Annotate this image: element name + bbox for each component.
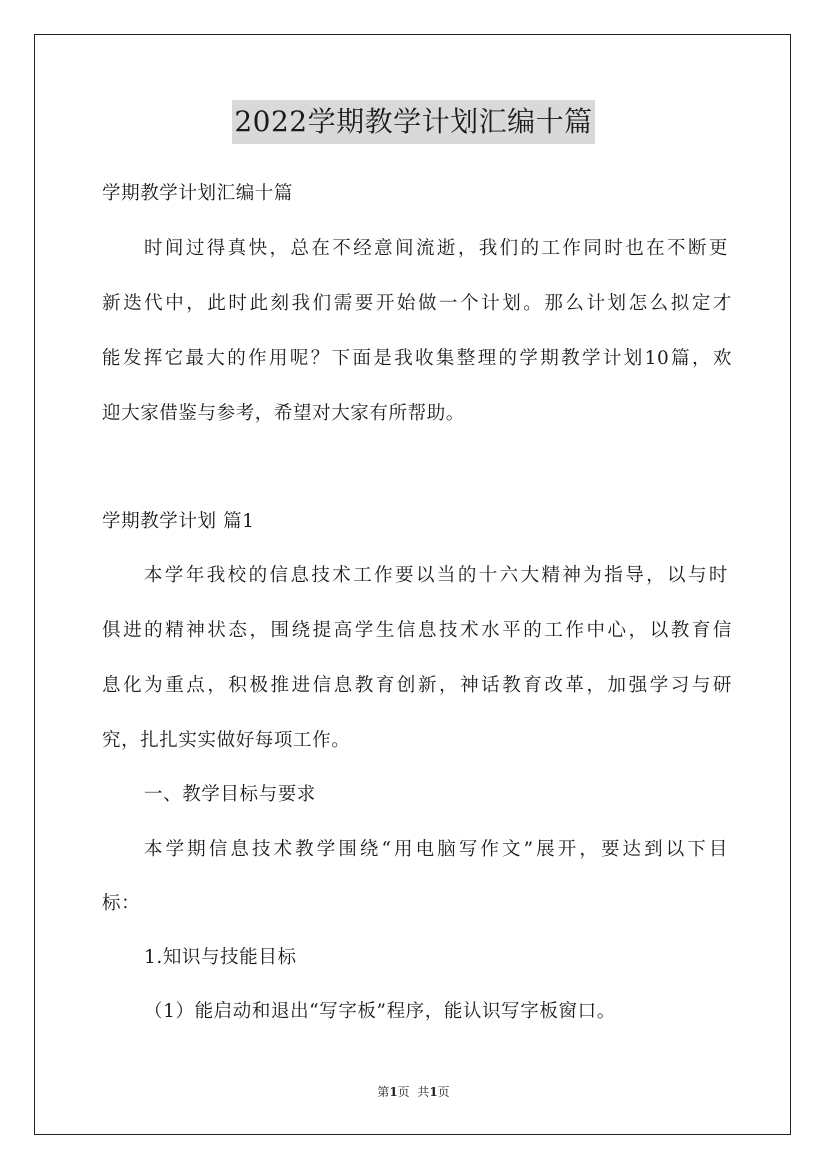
paragraph-line: 俱进的精神状态，围绕提高学生信息技术水平的工作中心，以教育信 [102,620,732,641]
section-heading: 学期教学计划 篇1 [102,511,255,532]
footer-page-mid: 页 共 [397,1085,430,1099]
subsection-heading: 一、教学目标与要求 [144,784,316,805]
paragraph-line: 标： [102,893,141,914]
paragraph-line: 能发挥它最大的作用呢？下面是我收集整理的学期教学计划10篇，欢 [102,348,732,369]
footer-page-number: 1 [389,1085,398,1099]
page-footer [0,1083,827,1100]
footer-page-total: 1 [429,1085,438,1099]
subtitle-line: 学期教学计划汇编十篇 [102,183,294,204]
list-item: （1）能启动和退出“写字板”程序，能认识写字板窗口。 [144,1001,616,1022]
document-title-wrap [0,100,827,144]
paragraph-line: 新迭代中，此时此刻我们需要开始做一个计划。那么计划怎么拟定才 [102,293,732,314]
paragraph-line: 究，扎扎实实做好每项工作。 [102,730,351,751]
footer-page-prefix: 第 [377,1085,390,1099]
paragraph-line: 本学年我校的信息技术工作要以当的十六大精神为指导，以与时 [144,565,728,586]
subsection-heading: 1.知识与技能目标 [144,947,297,968]
document-title: 2022学期教学计划汇编十篇 [232,100,594,144]
paragraph-line: 迎大家借鉴与参考，希望对大家有所帮助。 [102,403,465,424]
footer-page-suffix: 页 [437,1085,450,1099]
paragraph-line: 时间过得真快，总在不经意间流逝，我们的工作同时也在不断更 [144,238,728,259]
paragraph-line: 本学期信息技术教学围绕“用电脑写作文”展开，要达到以下目 [144,839,728,860]
paragraph-line: 息化为重点，积极推进信息教育创新，神话教育改革，加强学习与研 [102,675,732,696]
